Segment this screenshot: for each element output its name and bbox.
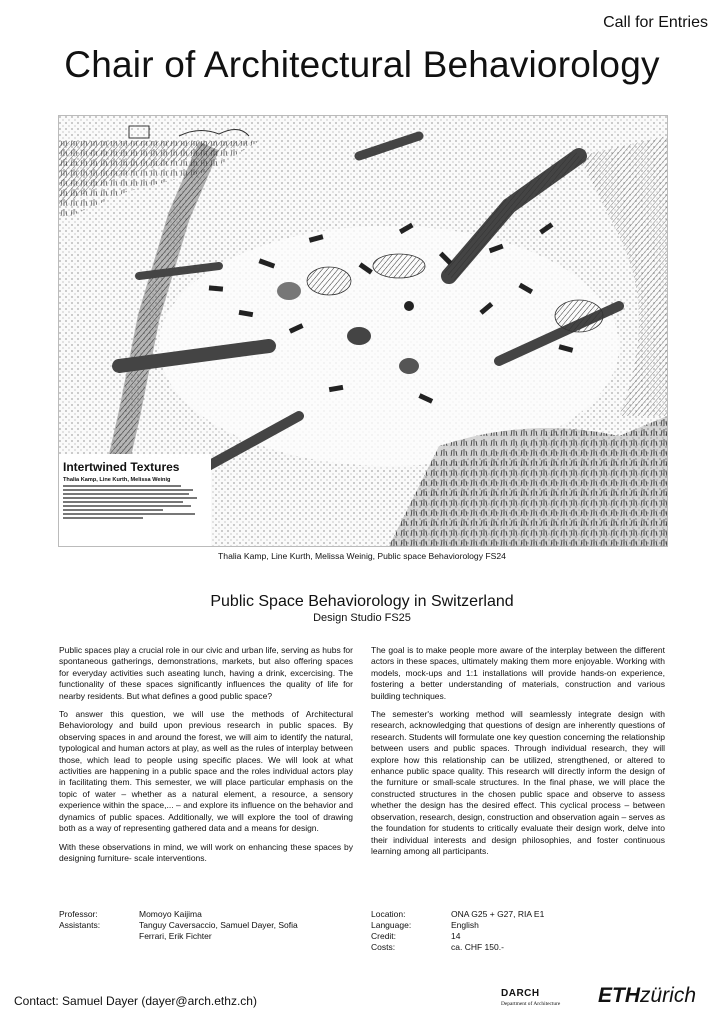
eth-logo-bold: ETH [598,984,640,1007]
page-title: Chair of Architectural Behaviorology [64,44,660,85]
site-drawing [58,115,668,547]
darch-logo [501,988,560,1007]
body-column-left [59,645,353,871]
info-row-location [371,909,621,920]
info-row-language [371,920,621,931]
drawing-inset-legend [59,454,211,546]
info-key: Costs: [371,942,396,952]
darch-logo-department: Department of Architecture [501,1001,561,1007]
body-paragraph: Public spaces play a crucial role in our civic and urban life, serving as hubs for spontaneous gatherings, demonstrations, markets, but also offering spaces for everyday activities such aseating lunch, having a drink, excercising. The functionality of these spaces significantly influences the quality of life for nearby residents. But what defines a good public space? [59,645,353,701]
eth-logo-rest: zürich [640,984,697,1007]
info-key: Location: [371,909,406,919]
drawing-inset-title: Intertwined Textures [63,460,180,474]
course-subtitle: Design Studio FS25 [313,612,411,624]
body-paragraph: The semester's working method will seamlessly integrate design with research, acknowledging that questions of design are inherently questions of research. Students will formulate one key question concerning the relationship between users and public spaces. Through individual research, they will explore how this relationship can be utilized, strengthened, or altered to enhance public space quality. This research will directly inform the design of the furniture or small-scale structures. In the final phase, we will place the constructed structures in the chosen public space and observe to assess whether the design has the desired effect. This cyclical process – between observation, research, design, construction and observation again – serves as the foundation for students to critically evaluate their design work, delve into their individual interests and design philosophies, and foster continuous learning among all participants. [371,709,665,856]
info-row-costs [371,942,621,953]
info-key: Professor: [59,909,98,919]
contact-line: Contact: Samuel Dayer (dayer@arch.ethz.ch) [14,994,257,1008]
info-row-credit [371,931,621,942]
info-key: Credit: [371,931,397,941]
info-value: 14 [451,931,461,941]
info-row-assistants [59,920,309,942]
call-for-entries-label: Call for Entries [603,14,708,31]
image-caption: Thalia Kamp, Line Kurth, Melissa Weinig, Public space Behaviorology FS24 [218,551,506,561]
info-key: Language: [371,920,412,930]
info-value: Momoyo Kaijima [139,909,202,919]
info-row-professor [59,909,309,920]
info-key: Assistants: [59,920,101,930]
darch-logo-name: DARCH [501,988,540,999]
info-value: ONA G25 + G27, RIA E1 [451,909,545,919]
info-value: Tanguy Caversaccio, Samuel Dayer, Sofia Ferrari, Erik Fichter [139,920,298,941]
drawing-inset-authors: Thalia Kamp, Line Kurth, Melissa Weinig [63,477,171,483]
course-info [371,909,621,953]
eth-zurich-logo [598,984,696,1008]
course-title: Public Space Behaviorology in Switzerland [210,593,514,610]
body-paragraph: To answer this question, we will use the methods of Architectural Behaviorology and build upon previous research in public spaces. By observing spaces in and around the forest, we will aim to identify the natural, typological and human actors at play, as well as the rules of interplay between those, which lead to people using specific places. We will look at what activities are happening in a public space and the roles individual actors play in facilitating them. This semester, we will place particular emphasis on the topic of water – whether as a natural element, a resource, a sensory experience within the space,... – and explore its influence on the behavior and dynamics of public spaces. Additionally, we will explore the tool of drawing both as a way of representing gathered data and a means for design. [59,709,353,834]
info-value: English [451,920,479,930]
info-value: ca. CHF 150.- [451,942,504,952]
body-paragraph: The goal is to make people more aware of the interplay between the different actors in these spaces, ultimately making them more enjoyable. Working with models, mock-ups and 1:1 installations will provide hands-on experience, fostering a better understanding of materials, construction and various building techniques. [371,645,665,701]
body-column-right [371,645,665,864]
body-paragraph: With these observations in mind, we will work on enhancing these spaces by designing furniture- scale interventions. [59,841,353,863]
staff-info [59,909,309,942]
drawing-inset-text-lines [63,485,205,519]
